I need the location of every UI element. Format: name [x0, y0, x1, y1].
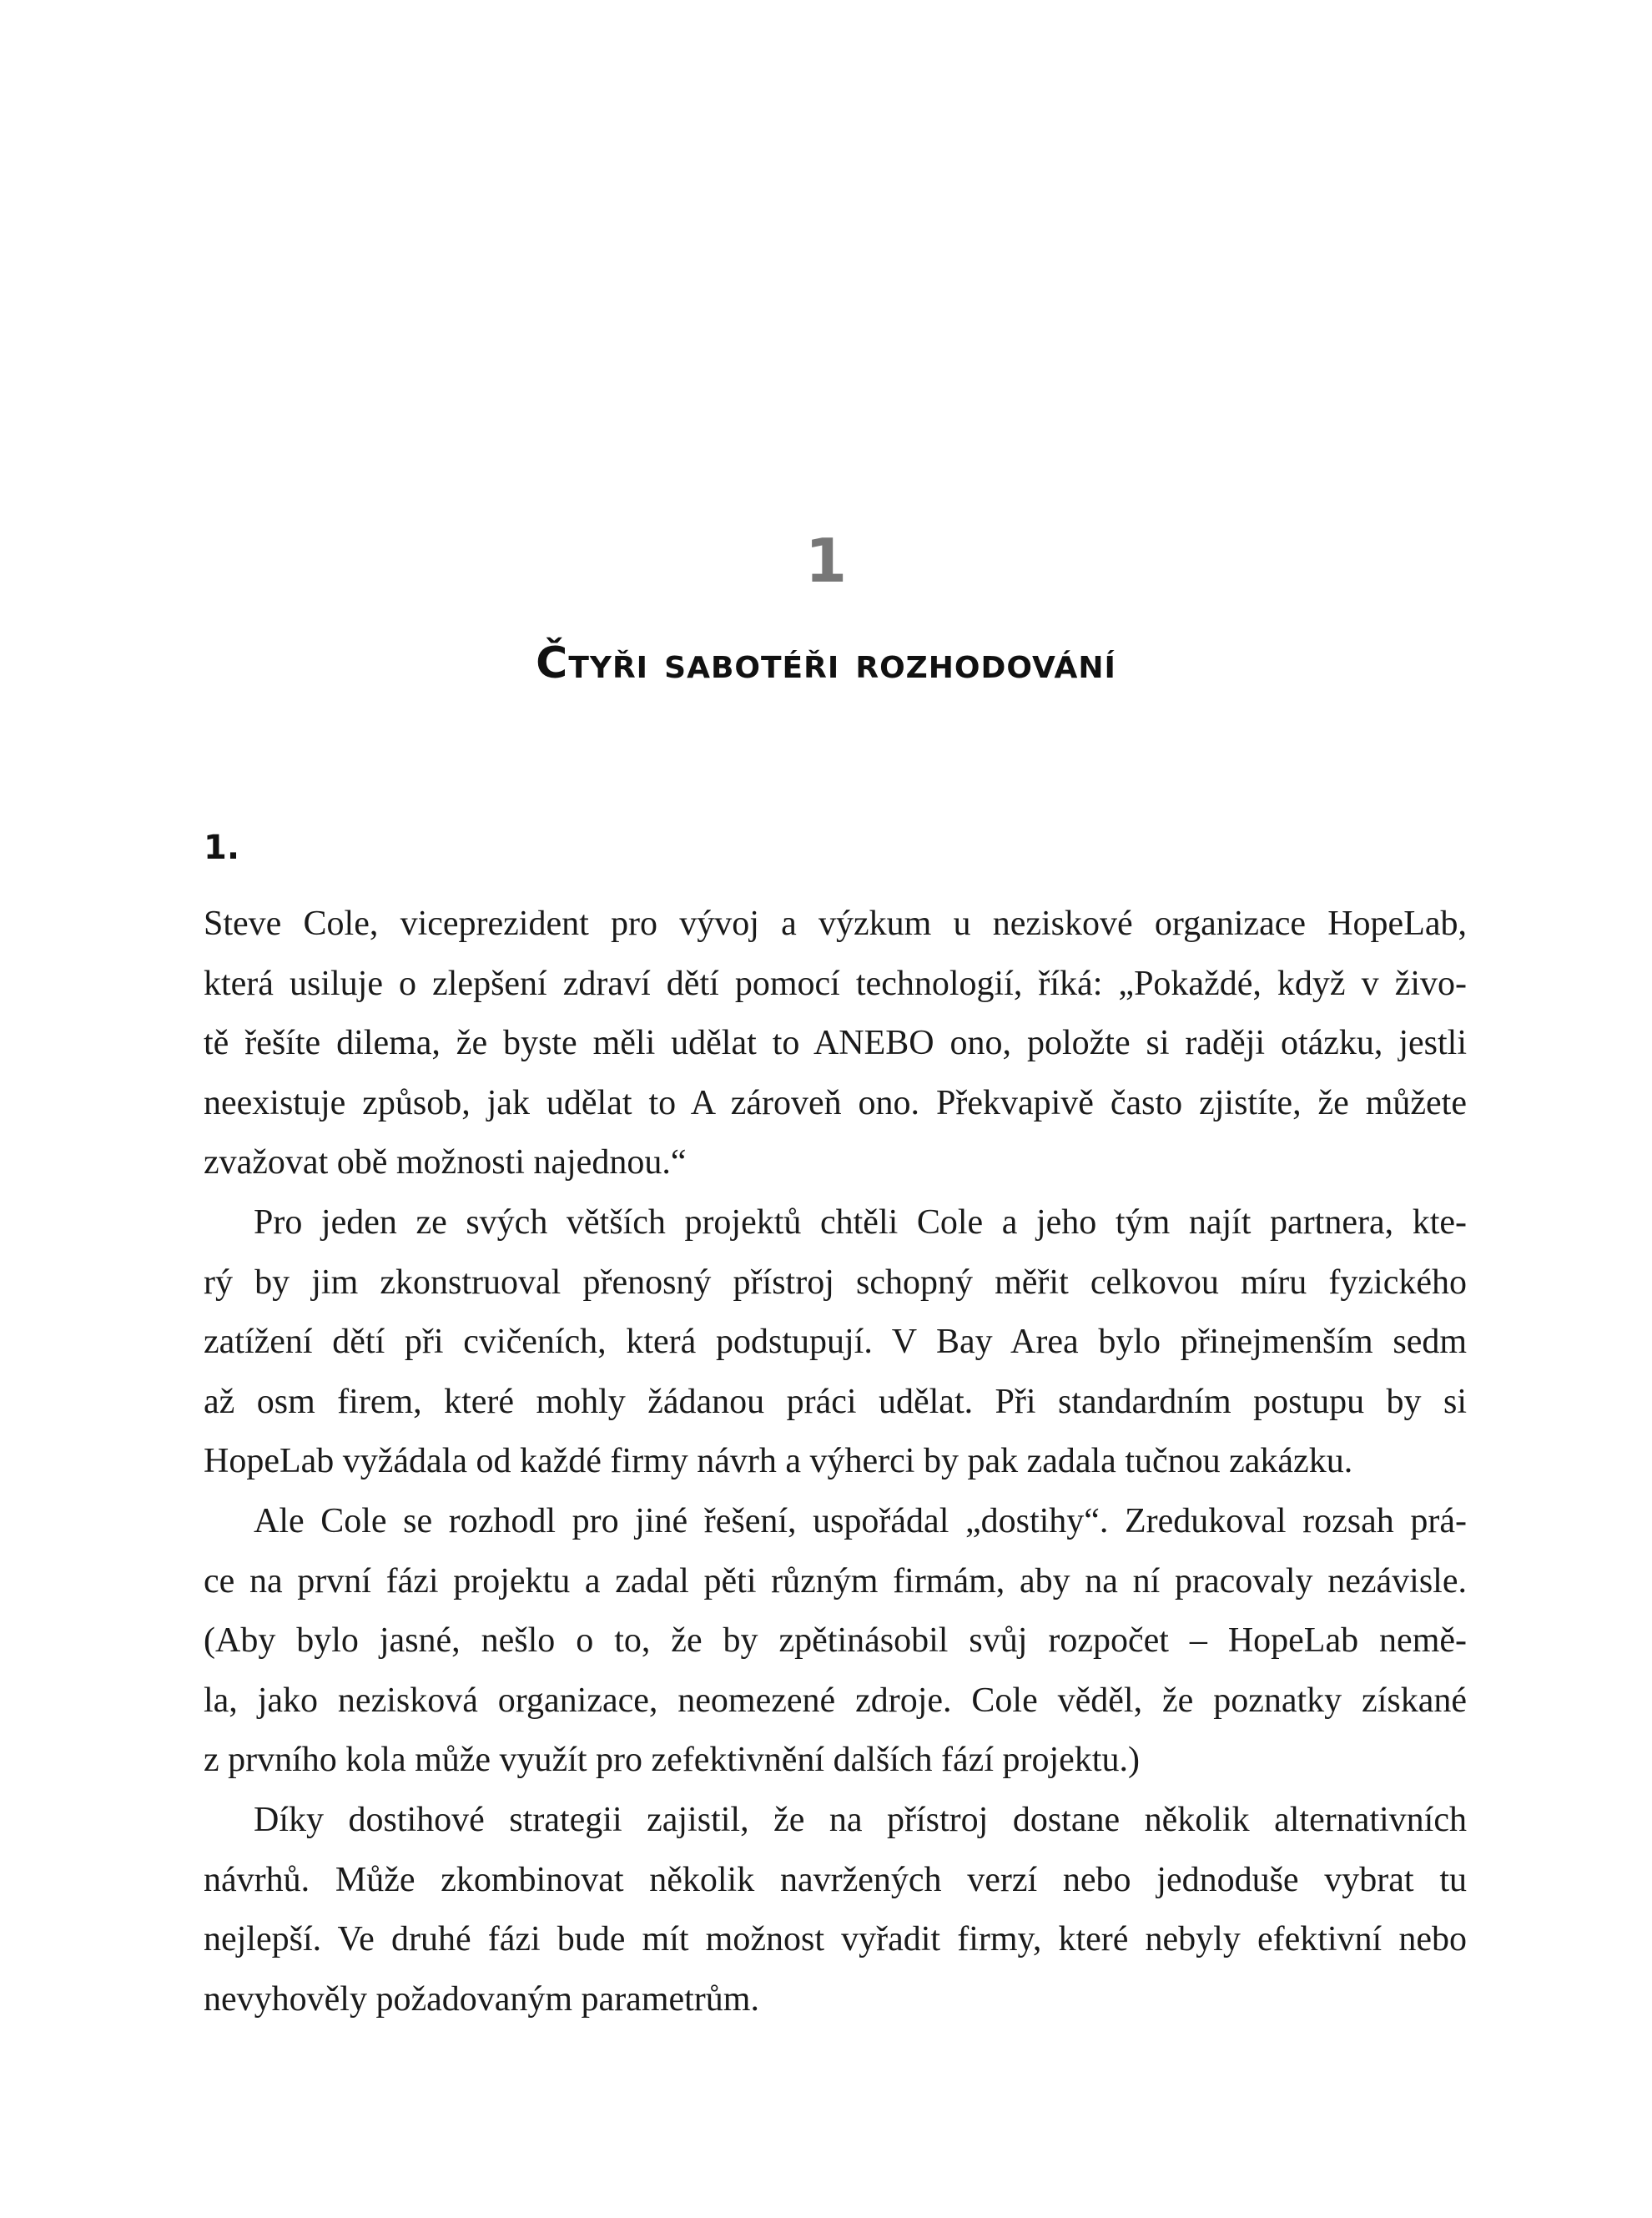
text-line: (Aby bylo jasné, nešlo o to, že by zpětinásobil svůj rozpočet – HopeLab nemě- [204, 1621, 1467, 1661]
text-line: Díky dostihové strategii zajistil, že na přístroj dostane několik alternativních [254, 1800, 1467, 1839]
text-line: rý by jim zkonstruoval přenosný přístroj schopný měřit celkovou míru fyzického [204, 1263, 1467, 1302]
text-line: tě řešíte dilema, že byste měli udělat to ANEBO ono, položte si raději otázku, jestli [204, 1024, 1467, 1063]
text-line: Ale Cole se rozhodl pro jiné řešení, uspořádal „dostihy“. Zredukoval rozsah prá- [254, 1501, 1467, 1540]
text-line: až osm firem, které mohly žádanou práci udělat. Při standardním postupu by si [204, 1382, 1467, 1421]
section-number: 1. [204, 829, 240, 867]
text-line: Pro jeden ze svých větších projektů chtěli Cole a jeho tým najít partnera, kte- [254, 1202, 1467, 1242]
text-line: nejlepší. Ve druhé fázi bude mít možnost vyřadit firmy, které nebyly efektivní nebo [204, 1920, 1467, 1959]
text-line: la, jako nezisková organizace, neomezené zdroje. Cole věděl, že poznatky získané [204, 1681, 1467, 1720]
text-line: neexistuje způsob, jak udělat to A zároveň ono. Překvapivě často zjistíte, že můžete [204, 1083, 1467, 1122]
chapter-number: 1 [804, 526, 848, 596]
text-line: nevyhověly požadovaným parametrům. [204, 1979, 759, 2019]
text-line: návrhů. Může zkombinovat několik navržených verzí nebo jednoduše vybrat tu [204, 1860, 1467, 1899]
paragraph [204, 1193, 1467, 1492]
text-line: zatížení dětí při cvičeních, která podstupují. V Bay Area bylo přinejmenším sedm [204, 1323, 1467, 1362]
text-line: z prvního kola může využít pro zefektivnění dalších fází projektu.) [204, 1741, 1140, 1780]
text-line: Steve Cole, viceprezident pro vývoj a výzkum u neziskové organizace HopeLab, [204, 905, 1467, 943]
text-line: HopeLab vyžádala od každé firmy návrh a výherci by pak zadala tučnou zakázku. [204, 1442, 1353, 1481]
paragraph [204, 1492, 1467, 1791]
text-line: která usiluje o zlepšení zdraví dětí pomocí technologií, říká: „Pokaždé, když v živo- [204, 964, 1467, 1003]
body-text [204, 895, 1467, 2029]
text-line: ce na první fázi projektu a zadal pěti různým firmám, aby na ní pracovaly nezávisle. [204, 1561, 1467, 1600]
paragraph [204, 895, 1467, 1193]
paragraph [204, 1791, 1467, 2029]
text-line: zvažovat obě možnosti najednou.“ [204, 1143, 687, 1182]
chapter-title: Čtyři sabotéři rozhodování [536, 638, 1116, 688]
